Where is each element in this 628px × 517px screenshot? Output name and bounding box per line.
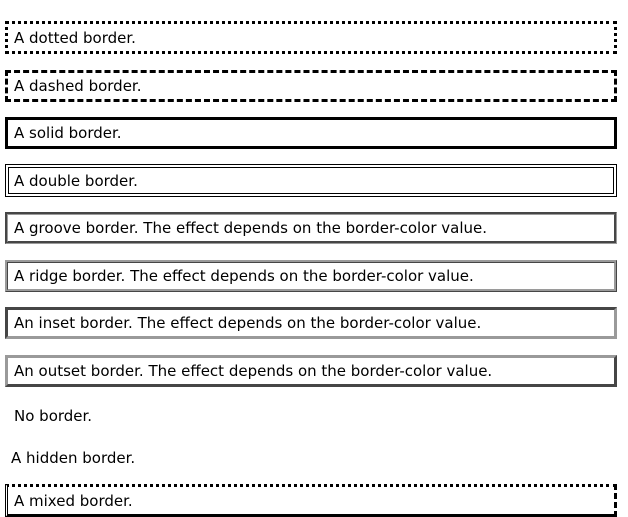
hidden-border-paragraph — [5, 443, 617, 473]
mixed-border-text: A mixed border. — [14, 491, 133, 510]
no-border-text: No border. — [14, 407, 93, 425]
dotted-border-text: A dotted border. — [14, 28, 136, 47]
hidden-border-text: A hidden border. — [11, 449, 136, 467]
double-border-text: A double border. — [14, 171, 138, 190]
ridge-border-paragraph — [5, 260, 617, 292]
no-border-paragraph — [5, 401, 617, 431]
ridge-border-text: A ridge border. The effect depends on the border-color value. — [14, 267, 474, 285]
double-border-paragraph — [5, 164, 617, 197]
inset-border-paragraph — [5, 307, 617, 339]
outset-border-text: An outset border. The effect depends on the border-color value. — [14, 362, 493, 380]
solid-border-paragraph — [5, 117, 617, 149]
solid-border-text: A solid border. — [14, 124, 122, 142]
dotted-border-paragraph — [5, 21, 617, 54]
inset-border-text: An inset border. The effect depends on the border-color value. — [14, 314, 482, 332]
groove-border-paragraph — [5, 212, 617, 244]
groove-border-text: A groove border. The effect depends on the border-color value. — [14, 219, 488, 237]
outset-border-paragraph — [5, 355, 617, 387]
mixed-border-paragraph — [5, 484, 617, 517]
dashed-border-text: A dashed border. — [14, 77, 142, 95]
dashed-border-paragraph — [5, 70, 617, 102]
